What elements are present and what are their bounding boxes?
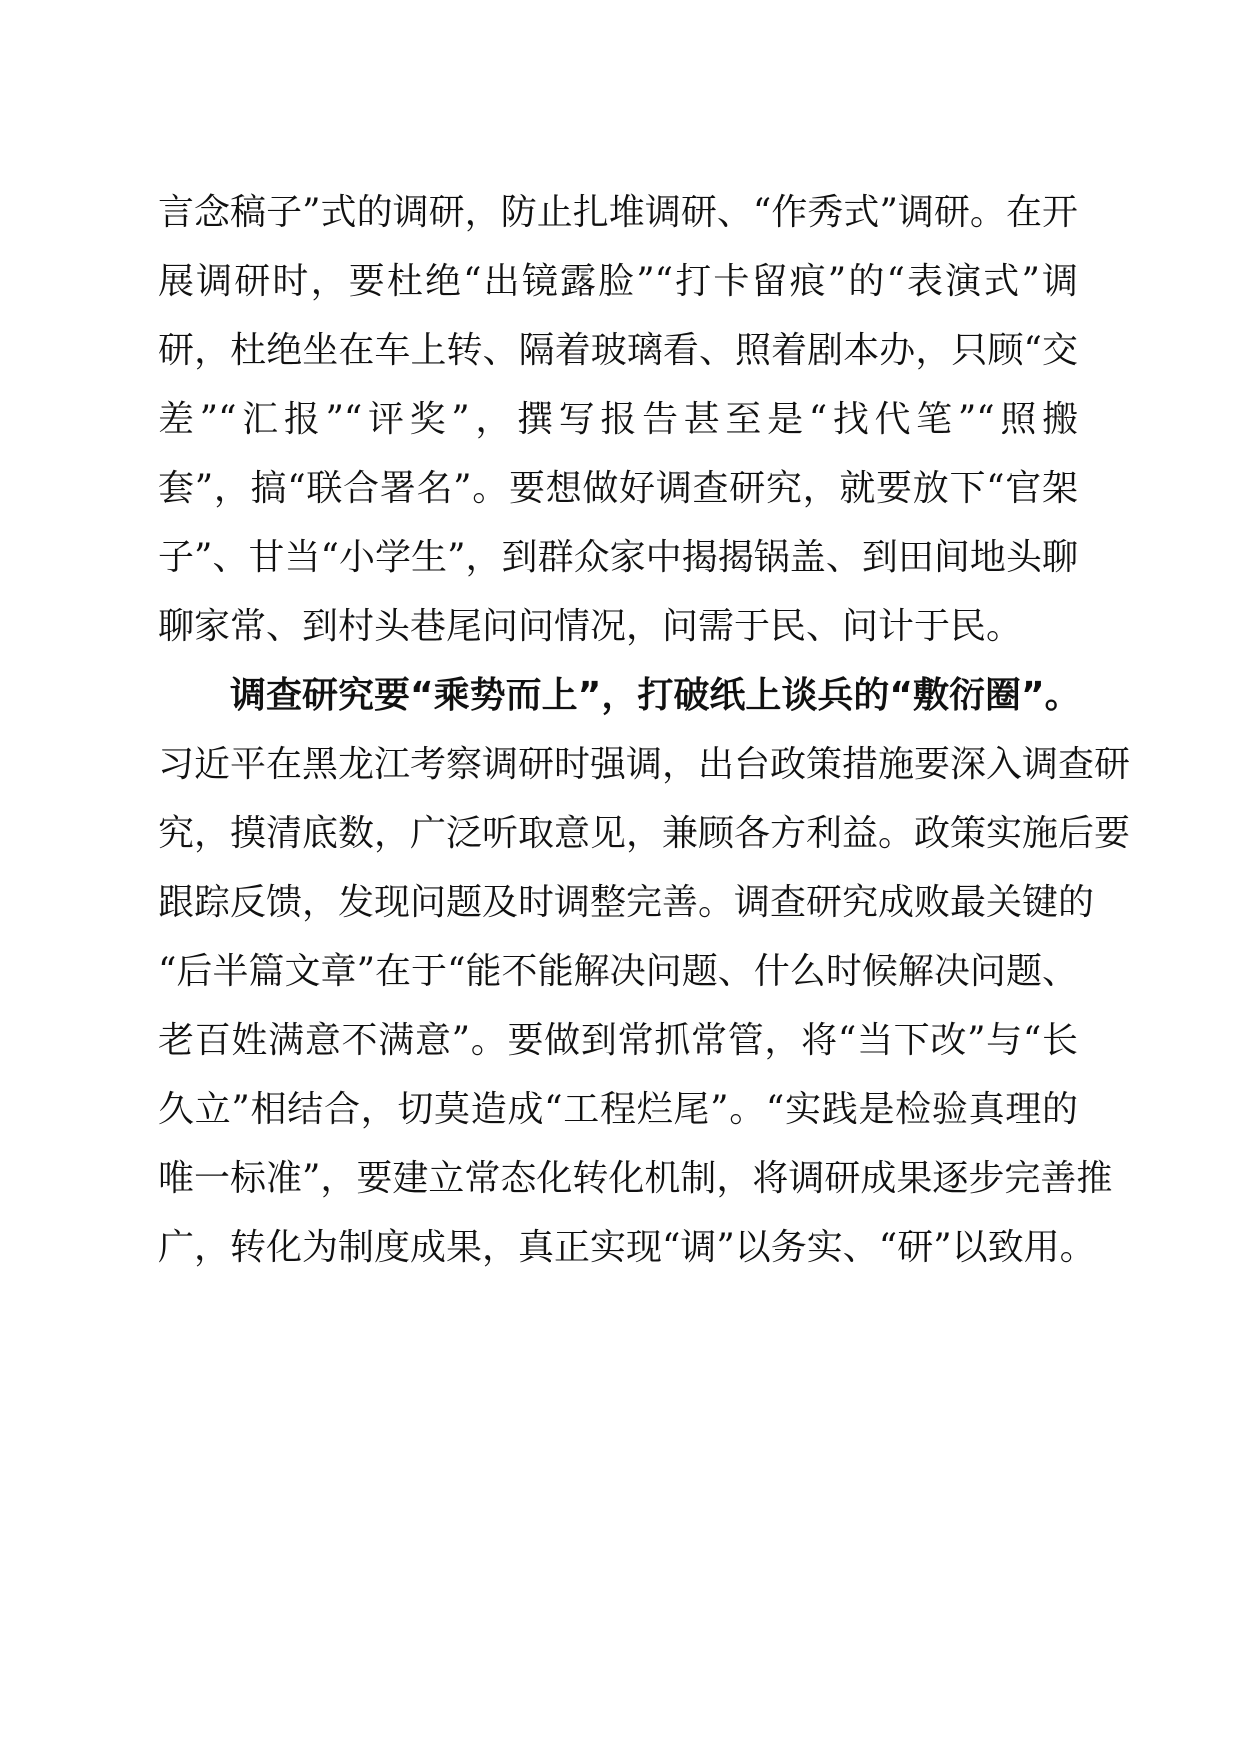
paragraph-line: 习近平在黑龙江考察调研时强调，出台政策措施要深入调查研 xyxy=(158,744,1131,785)
paragraph-line: 研，杜绝坐在车上转、隔着玻璃看、照着剧本办，只顾“交 xyxy=(158,330,1078,371)
paragraph-line: 久立”相结合，切莫造成“工程烂尾”。“实践是检验真理的 xyxy=(158,1089,1078,1130)
paragraph-line: 子”、甘当“小学生”，到群众家中揭揭锅盖、到田间地头聊 xyxy=(158,537,1078,578)
paragraph-line: 聊家常、到村头巷尾问问情况，问需于民、问计于民。 xyxy=(158,606,1023,647)
paragraph-line: 跟踪反馈，发现问题及时调整完善。调查研究成败最关键的 xyxy=(158,882,1095,923)
paragraph-line: 广，转化为制度成果，真正实现“调”以务实、“研”以致用。 xyxy=(158,1227,1096,1268)
paragraph-line: 老百姓满意不满意”。要做到常抓常管，将“当下改”与“长 xyxy=(158,1020,1078,1061)
paragraph-2 xyxy=(158,661,1131,1282)
paragraph-line: 究，摸清底数，广泛听取意见，兼顾各方利益。政策实施后要 xyxy=(158,813,1131,854)
paragraph-1 xyxy=(158,178,1078,661)
section-heading: 调查研究要“乘势而上”，打破纸上谈兵的“敷衍圈”。 xyxy=(230,675,1081,716)
paragraph-line: 唯一标准”，要建立常态化转化机制，将调研成果逐步完善推 xyxy=(158,1158,1113,1199)
document-page xyxy=(158,178,1131,1282)
paragraph-line: 差”“汇报”“评奖”，撰写报告甚至是“找代笔”“照搬 xyxy=(158,399,1078,440)
paragraph-line: 套”，搞“联合署名”。要想做好调查研究，就要放下“官架 xyxy=(158,468,1078,509)
paragraph-line: “后半篇文章”在于“能不能解决问题、什么时候解决问题、 xyxy=(158,951,1078,992)
paragraph-line: 展调研时，要杜绝“出镜露脸”“打卡留痕”的“表演式”调 xyxy=(158,261,1078,302)
paragraph-line: 言念稿子”式的调研，防止扎堆调研、“作秀式”调研。在开 xyxy=(158,192,1078,233)
